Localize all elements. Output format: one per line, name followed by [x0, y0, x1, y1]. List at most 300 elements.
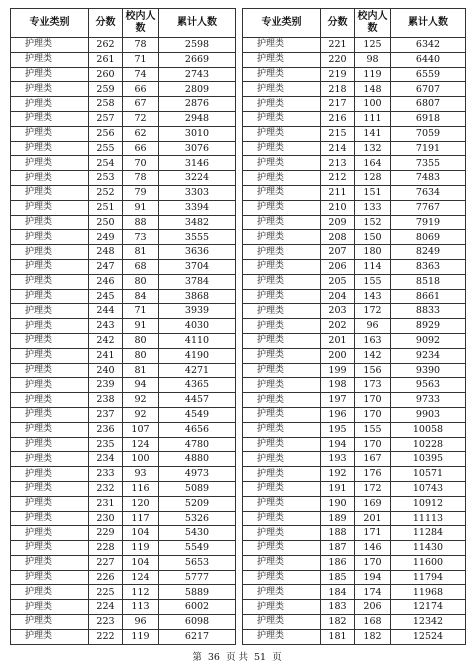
cell-cumulative: 6707	[391, 82, 466, 97]
cell-category: 护理类	[11, 200, 89, 215]
table-row	[11, 126, 236, 141]
table-row	[11, 422, 236, 437]
cell-cumulative: 4780	[159, 437, 236, 452]
cell-cumulative: 11794	[391, 570, 466, 585]
cell-score: 208	[321, 230, 355, 245]
cell-cumulative: 5430	[159, 526, 236, 541]
cell-score: 193	[321, 452, 355, 467]
cell-score: 203	[321, 304, 355, 319]
cell-cumulative: 2669	[159, 52, 236, 67]
cell-score: 246	[89, 274, 123, 289]
cell-score: 235	[89, 437, 123, 452]
table-row	[243, 570, 466, 585]
cell-category: 护理类	[11, 259, 89, 274]
table-row	[11, 185, 236, 200]
cell-cumulative: 3482	[159, 215, 236, 230]
cell-school-count: 96	[355, 319, 391, 334]
cell-school-count: 74	[123, 67, 159, 82]
cell-score: 240	[89, 363, 123, 378]
cell-category: 护理类	[243, 52, 321, 67]
cell-cumulative: 9733	[391, 393, 466, 408]
table-row	[243, 52, 466, 67]
cell-cumulative: 12342	[391, 615, 466, 630]
cell-score: 234	[89, 452, 123, 467]
cell-cumulative: 8518	[391, 274, 466, 289]
cell-school-count: 146	[355, 541, 391, 556]
cell-score: 258	[89, 97, 123, 112]
cell-cumulative: 5326	[159, 511, 236, 526]
cell-score: 213	[321, 156, 355, 171]
table-body-left	[11, 38, 236, 645]
table-row	[243, 200, 466, 215]
cell-score: 200	[321, 348, 355, 363]
cell-category: 护理类	[11, 496, 89, 511]
cell-category: 护理类	[11, 600, 89, 615]
cell-category: 护理类	[11, 452, 89, 467]
cell-cumulative: 4656	[159, 422, 236, 437]
table-row	[11, 615, 236, 630]
table-row	[243, 541, 466, 556]
cell-category: 护理类	[11, 274, 89, 289]
cell-cumulative: 10912	[391, 496, 466, 511]
cell-school-count: 73	[123, 230, 159, 245]
cell-score: 194	[321, 437, 355, 452]
cell-school-count: 62	[123, 126, 159, 141]
cell-school-count: 78	[123, 38, 159, 53]
table-row	[243, 452, 466, 467]
table-row	[11, 570, 236, 585]
table-row	[11, 111, 236, 126]
cell-cumulative: 7919	[391, 215, 466, 230]
cell-category: 护理类	[11, 526, 89, 541]
cell-school-count: 66	[123, 82, 159, 97]
cell-cumulative: 10395	[391, 452, 466, 467]
cell-cumulative: 3555	[159, 230, 236, 245]
cell-cumulative: 6217	[159, 629, 236, 644]
table-row	[11, 629, 236, 644]
cell-cumulative: 4030	[159, 319, 236, 334]
table-row	[243, 333, 466, 348]
cell-cumulative: 9092	[391, 333, 466, 348]
cell-category: 护理类	[243, 629, 321, 644]
cell-category: 护理类	[243, 82, 321, 97]
cell-score: 241	[89, 348, 123, 363]
cell-score: 205	[321, 274, 355, 289]
cell-cumulative: 5653	[159, 555, 236, 570]
table-row	[243, 555, 466, 570]
cell-cumulative: 2876	[159, 97, 236, 112]
cell-school-count: 92	[123, 407, 159, 422]
cell-school-count: 169	[355, 496, 391, 511]
cell-score: 256	[89, 126, 123, 141]
table-row	[243, 111, 466, 126]
cell-cumulative: 3868	[159, 289, 236, 304]
table-row	[11, 452, 236, 467]
cell-school-count: 168	[355, 615, 391, 630]
cell-school-count: 79	[123, 185, 159, 200]
page-footer	[0, 649, 474, 663]
cell-category: 护理类	[11, 156, 89, 171]
table-row	[11, 171, 236, 186]
cell-score: 202	[321, 319, 355, 334]
table-row	[11, 274, 236, 289]
cell-cumulative: 11600	[391, 555, 466, 570]
table-row	[11, 600, 236, 615]
cell-score: 188	[321, 526, 355, 541]
cell-cumulative: 3146	[159, 156, 236, 171]
cell-score: 189	[321, 511, 355, 526]
cell-score: 254	[89, 156, 123, 171]
cell-category: 护理类	[11, 97, 89, 112]
cell-score: 212	[321, 171, 355, 186]
cell-score: 238	[89, 393, 123, 408]
cell-school-count: 81	[123, 245, 159, 260]
footer-current-page: 36	[207, 652, 220, 663]
cell-school-count: 132	[355, 141, 391, 156]
cell-category: 护理类	[243, 200, 321, 215]
cell-category: 护理类	[11, 437, 89, 452]
cell-cumulative: 5089	[159, 481, 236, 496]
cell-score: 187	[321, 541, 355, 556]
score-table-right	[242, 8, 466, 645]
table-row	[243, 245, 466, 260]
table-row	[11, 407, 236, 422]
table-row	[243, 393, 466, 408]
cell-category: 护理类	[11, 393, 89, 408]
cell-school-count: 111	[355, 111, 391, 126]
cell-school-count: 80	[123, 333, 159, 348]
cell-cumulative: 8929	[391, 319, 466, 334]
table-row	[11, 230, 236, 245]
table-row	[11, 38, 236, 53]
cell-category: 护理类	[243, 511, 321, 526]
cell-category: 护理类	[11, 407, 89, 422]
cell-school-count: 113	[123, 600, 159, 615]
header-category: 专业类别	[243, 9, 321, 38]
cell-school-count: 133	[355, 200, 391, 215]
cell-school-count: 125	[355, 38, 391, 53]
cell-category: 护理类	[243, 156, 321, 171]
table-row	[243, 467, 466, 482]
table-row	[11, 156, 236, 171]
cell-score: 192	[321, 467, 355, 482]
cell-score: 220	[321, 52, 355, 67]
cell-category: 护理类	[243, 97, 321, 112]
cell-school-count: 194	[355, 570, 391, 585]
table-row	[243, 481, 466, 496]
cell-score: 211	[321, 185, 355, 200]
cell-score: 253	[89, 171, 123, 186]
cell-category: 护理类	[11, 171, 89, 186]
cell-cumulative: 10743	[391, 481, 466, 496]
cell-cumulative: 7767	[391, 200, 466, 215]
table-row	[11, 215, 236, 230]
cell-school-count: 170	[355, 437, 391, 452]
table-row	[243, 215, 466, 230]
cell-category: 护理类	[243, 526, 321, 541]
cell-school-count: 172	[355, 481, 391, 496]
cell-category: 护理类	[243, 319, 321, 334]
cell-category: 护理类	[11, 82, 89, 97]
table-row	[11, 348, 236, 363]
cell-cumulative: 2743	[159, 67, 236, 82]
table-row	[243, 511, 466, 526]
cell-category: 护理类	[243, 274, 321, 289]
cell-score: 245	[89, 289, 123, 304]
cell-cumulative: 6807	[391, 97, 466, 112]
table-row	[11, 511, 236, 526]
cell-cumulative: 7355	[391, 156, 466, 171]
cell-school-count: 148	[355, 82, 391, 97]
cell-category: 护理类	[243, 289, 321, 304]
cell-score: 237	[89, 407, 123, 422]
cell-cumulative: 11430	[391, 541, 466, 556]
cell-category: 护理类	[11, 215, 89, 230]
cell-score: 242	[89, 333, 123, 348]
cell-score: 257	[89, 111, 123, 126]
cell-category: 护理类	[243, 615, 321, 630]
cell-category: 护理类	[243, 111, 321, 126]
table-row	[243, 526, 466, 541]
cell-cumulative: 6098	[159, 615, 236, 630]
cell-category: 护理类	[11, 67, 89, 82]
cell-score: 243	[89, 319, 123, 334]
cell-cumulative: 4190	[159, 348, 236, 363]
cell-cumulative: 3224	[159, 171, 236, 186]
cell-score: 186	[321, 555, 355, 570]
cell-school-count: 100	[123, 452, 159, 467]
cell-category: 护理类	[243, 585, 321, 600]
cell-category: 护理类	[243, 481, 321, 496]
footer-prefix: 第	[192, 652, 202, 663]
cell-score: 214	[321, 141, 355, 156]
cell-score: 198	[321, 378, 355, 393]
cell-score: 261	[89, 52, 123, 67]
cell-score: 227	[89, 555, 123, 570]
cell-category: 护理类	[11, 38, 89, 53]
cell-school-count: 176	[355, 467, 391, 482]
table-row	[243, 171, 466, 186]
cell-school-count: 91	[123, 200, 159, 215]
header-row	[11, 9, 236, 38]
cell-category: 护理类	[11, 333, 89, 348]
cell-cumulative: 5549	[159, 541, 236, 556]
cell-cumulative: 11284	[391, 526, 466, 541]
table-row	[11, 200, 236, 215]
cell-score: 255	[89, 141, 123, 156]
cell-category: 护理类	[243, 407, 321, 422]
cell-school-count: 141	[355, 126, 391, 141]
cell-category: 护理类	[11, 319, 89, 334]
header-category: 专业类别	[11, 9, 89, 38]
header-cumulative: 累计人数	[391, 9, 466, 38]
cell-cumulative: 7191	[391, 141, 466, 156]
table-row	[243, 615, 466, 630]
cell-score: 183	[321, 600, 355, 615]
cell-category: 护理类	[11, 126, 89, 141]
cell-category: 护理类	[243, 393, 321, 408]
cell-category: 护理类	[11, 289, 89, 304]
cell-category: 护理类	[243, 467, 321, 482]
cell-school-count: 124	[123, 570, 159, 585]
cell-score: 260	[89, 67, 123, 82]
footer-middle: 页 共	[225, 652, 249, 663]
cell-cumulative: 6342	[391, 38, 466, 53]
cell-school-count: 120	[123, 496, 159, 511]
cell-score: 190	[321, 496, 355, 511]
cell-cumulative: 4457	[159, 393, 236, 408]
cell-cumulative: 3939	[159, 304, 236, 319]
cell-school-count: 67	[123, 97, 159, 112]
cell-cumulative: 8833	[391, 304, 466, 319]
cell-school-count: 167	[355, 452, 391, 467]
cell-school-count: 81	[123, 363, 159, 378]
cell-cumulative: 9903	[391, 407, 466, 422]
cell-score: 262	[89, 38, 123, 53]
cell-school-count: 68	[123, 259, 159, 274]
cell-score: 251	[89, 200, 123, 215]
cell-category: 护理类	[11, 467, 89, 482]
cell-cumulative: 3784	[159, 274, 236, 289]
cell-cumulative: 6918	[391, 111, 466, 126]
header-score: 分数	[321, 9, 355, 38]
cell-school-count: 94	[123, 378, 159, 393]
cell-category: 护理类	[11, 348, 89, 363]
cell-category: 护理类	[11, 378, 89, 393]
cell-school-count: 88	[123, 215, 159, 230]
cell-score: 233	[89, 467, 123, 482]
cell-cumulative: 4110	[159, 333, 236, 348]
table-row	[11, 496, 236, 511]
cell-cumulative: 4365	[159, 378, 236, 393]
cell-school-count: 182	[355, 629, 391, 644]
cell-category: 护理类	[243, 67, 321, 82]
cell-school-count: 112	[123, 585, 159, 600]
table-row	[243, 304, 466, 319]
cell-cumulative: 4973	[159, 467, 236, 482]
cell-category: 护理类	[11, 111, 89, 126]
cell-school-count: 150	[355, 230, 391, 245]
table-row	[11, 289, 236, 304]
cell-school-count: 93	[123, 467, 159, 482]
cell-category: 护理类	[11, 481, 89, 496]
cell-category: 护理类	[243, 378, 321, 393]
cell-score: 216	[321, 111, 355, 126]
table-row	[11, 67, 236, 82]
cell-category: 护理类	[243, 171, 321, 186]
cell-score: 247	[89, 259, 123, 274]
cell-score: 236	[89, 422, 123, 437]
table-row	[11, 467, 236, 482]
cell-cumulative: 2809	[159, 82, 236, 97]
cell-school-count: 71	[123, 304, 159, 319]
cell-school-count: 114	[355, 259, 391, 274]
cell-category: 护理类	[11, 141, 89, 156]
cell-school-count: 119	[123, 541, 159, 556]
cell-school-count: 206	[355, 600, 391, 615]
cell-cumulative: 10058	[391, 422, 466, 437]
table-row	[243, 437, 466, 452]
table-row	[243, 378, 466, 393]
table-row	[11, 437, 236, 452]
table-row	[11, 259, 236, 274]
table-row	[11, 304, 236, 319]
cell-school-count: 92	[123, 393, 159, 408]
table-row	[243, 274, 466, 289]
cell-score: 185	[321, 570, 355, 585]
cell-category: 护理类	[243, 541, 321, 556]
header-cumulative: 累计人数	[159, 9, 236, 38]
footer-total-pages: 51	[254, 652, 267, 663]
cell-category: 护理类	[243, 141, 321, 156]
table-row	[243, 289, 466, 304]
table-row	[11, 541, 236, 556]
cell-category: 护理类	[11, 422, 89, 437]
cell-school-count: 180	[355, 245, 391, 260]
cell-school-count: 173	[355, 378, 391, 393]
cell-school-count: 174	[355, 585, 391, 600]
cell-school-count: 142	[355, 348, 391, 363]
cell-school-count: 91	[123, 319, 159, 334]
table-row	[11, 52, 236, 67]
cell-cumulative: 11968	[391, 585, 466, 600]
cell-cumulative: 9563	[391, 378, 466, 393]
cell-cumulative: 7634	[391, 185, 466, 200]
cell-school-count: 104	[123, 555, 159, 570]
cell-cumulative: 4271	[159, 363, 236, 378]
cell-cumulative: 10228	[391, 437, 466, 452]
table-row	[243, 38, 466, 53]
cell-score: 229	[89, 526, 123, 541]
table-row	[243, 422, 466, 437]
cell-cumulative: 8363	[391, 259, 466, 274]
cell-score: 239	[89, 378, 123, 393]
cell-school-count: 201	[355, 511, 391, 526]
cell-category: 护理类	[243, 259, 321, 274]
cell-category: 护理类	[243, 600, 321, 615]
table-row	[243, 319, 466, 334]
cell-cumulative: 4549	[159, 407, 236, 422]
cell-cumulative: 2948	[159, 111, 236, 126]
cell-school-count: 66	[123, 141, 159, 156]
cell-cumulative: 8069	[391, 230, 466, 245]
cell-cumulative: 6002	[159, 600, 236, 615]
cell-school-count: 100	[355, 97, 391, 112]
table-row	[243, 156, 466, 171]
cell-score: 231	[89, 496, 123, 511]
table-row	[243, 363, 466, 378]
table-row	[243, 259, 466, 274]
cell-cumulative: 12524	[391, 629, 466, 644]
header-score: 分数	[89, 9, 123, 38]
cell-score: 221	[321, 38, 355, 53]
table-row	[243, 82, 466, 97]
cell-school-count: 116	[123, 481, 159, 496]
cell-school-count: 128	[355, 171, 391, 186]
cell-score: 226	[89, 570, 123, 585]
cell-cumulative: 7483	[391, 171, 466, 186]
cell-score: 225	[89, 585, 123, 600]
table-row	[243, 141, 466, 156]
cell-school-count: 170	[355, 555, 391, 570]
table-row	[11, 97, 236, 112]
table-row	[243, 67, 466, 82]
table-row	[11, 585, 236, 600]
table-row	[11, 378, 236, 393]
cell-cumulative: 5889	[159, 585, 236, 600]
table-row	[243, 126, 466, 141]
cell-cumulative: 9234	[391, 348, 466, 363]
